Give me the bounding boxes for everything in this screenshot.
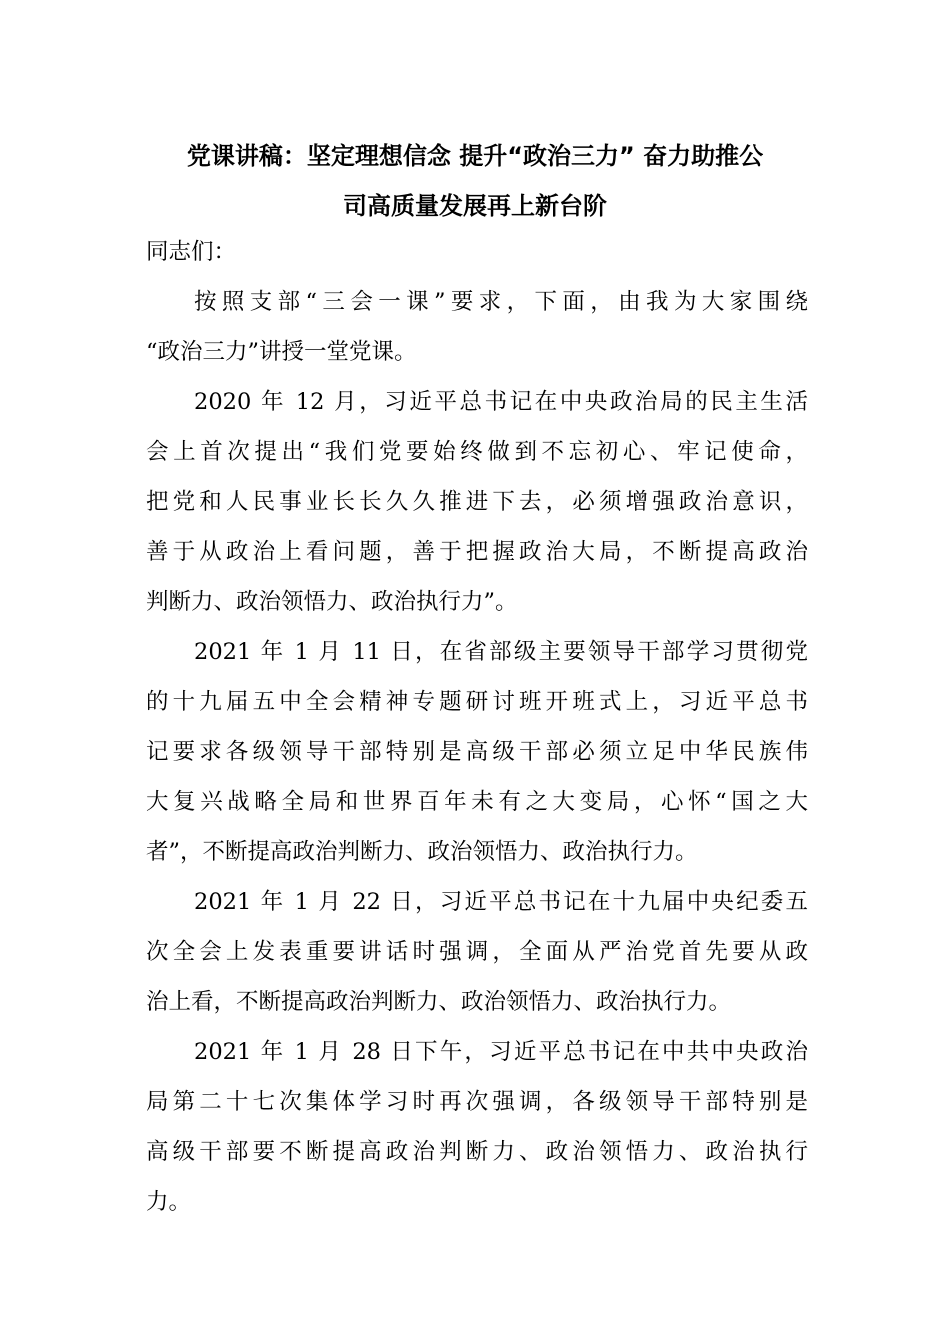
paragraph-line: 高级干部要不断提高政治判断力、政治领悟力、政治执行 <box>146 1139 808 1165</box>
document-title-line-2: 司高质量发展再上新台阶 <box>343 192 607 220</box>
paragraph-line: 善于从政治上看问题，善于把握政治大局，不断提高政治 <box>146 539 808 565</box>
paragraph-line: 2021 年 1 月 28 日下午，习近平总书记在中共中央政治 <box>194 1039 808 1065</box>
paragraph-line: 力。 <box>146 1189 192 1215</box>
paragraph-line: 2021 年 1 月 22 日，习近平总书记在十九届中央纪委五 <box>194 889 808 915</box>
paragraph-line: 记要求各级领导干部特别是高级干部必须立足中华民族伟 <box>146 739 808 765</box>
paragraph-line: 治上看，不断提高政治判断力、政治领悟力、政治执行力。 <box>146 989 732 1015</box>
paragraph-line: 的十九届五中全会精神专题研讨班开班式上，习近平总书 <box>146 689 808 715</box>
paragraph-line: “政治三力”讲授一堂党课。 <box>146 339 417 365</box>
paragraph-line: 局第二十七次集体学习时再次强调，各级领导干部特别是 <box>146 1089 808 1115</box>
paragraph-line: 会上首次提出“我们党要始终做到不忘初心、牢记使命， <box>146 439 808 465</box>
paragraph-line: 判断力、政治领悟力、政治执行力”。 <box>146 589 518 615</box>
paragraph-line: 者”，不断提高政治判断力、政治领悟力、政治执行力。 <box>146 839 698 865</box>
paragraph-line: 2021 年 1 月 11 日，在省部级主要领导干部学习贯彻党 <box>194 639 808 665</box>
paragraph-line: 按照支部“三会一课”要求，下面，由我为大家围绕 <box>194 289 808 315</box>
greeting: 同志们： <box>146 239 237 265</box>
paragraph-line: 次全会上发表重要讲话时强调，全面从严治党首先要从政 <box>146 939 808 965</box>
paragraph-line: 2020 年 12 月，习近平总书记在中央政治局的民主生活 <box>194 389 808 415</box>
paragraph-line: 把党和人民事业长长久久推进下去，必须增强政治意识， <box>146 489 808 515</box>
paragraph-line: 大复兴战略全局和世界百年未有之大变局，心怀“国之大 <box>146 789 808 815</box>
document-title-line-1: 党课讲稿：坚定理想信念 提升“政治三力” 奋力助推公 <box>186 142 764 170</box>
